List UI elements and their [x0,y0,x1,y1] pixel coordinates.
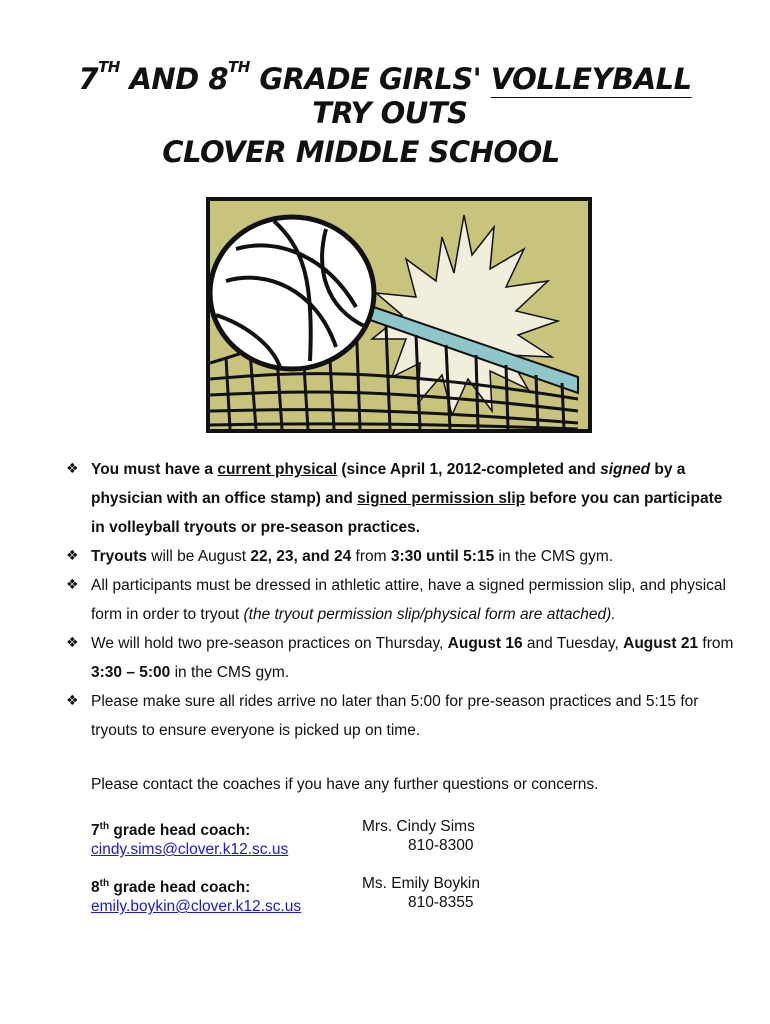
item-text: Please make sure all rides arrive no later than 5:00 for pre-season practices and 5:15 for tryouts to ensure everyone is picked up on time. [91,693,699,739]
school-name: CLOVER MIDDLE SCHOOL [162,135,560,169]
coach-7th-grade [91,817,591,859]
page-title [0,58,770,130]
diamond-bullet-icon: ❖ [66,577,79,593]
info-list [66,455,736,745]
list-item [66,687,736,745]
item-text: You must have a current physical (since April 1, 2012-completed and signed by a physician with an office stamp) and signed permission slip before you can participate in volleyball tryouts or pre-season practices. [91,461,723,536]
coach-8th-grade [91,874,591,916]
diamond-bullet-icon: ❖ [66,635,79,651]
diamond-bullet-icon: ❖ [66,461,79,477]
title-tryouts: TRY OUTS [302,96,468,130]
list-item [66,455,736,542]
coach-name: Mrs. Cindy Sims [362,818,475,835]
coach-phone: 810-8355 [408,894,474,911]
item-text: We will hold two pre-season practices on Thursday, August 16 and Tuesday, August 21 from 3:30 – 5:00 in the CMS gym. [91,635,734,681]
coach-email-link[interactable]: cindy.sims@clover.k12.sc.us [91,841,289,859]
item-text: Tryouts will be August 22, 23, and 24 from 3:30 until 5:15 in the CMS gym. [91,548,614,565]
coach-role: 8th grade head coach: [91,878,251,897]
diamond-bullet-icon: ❖ [66,548,79,564]
coach-email-link[interactable]: emily.boykin@clover.k12.sc.us [91,898,302,916]
contact-text: Please contact the coaches if you have any further questions or concerns. [91,776,599,793]
coach-role: 7th grade head coach: [91,821,251,840]
coach-phone: 810-8300 [408,837,474,854]
list-item [66,629,736,687]
title-sup: TH [98,58,120,76]
title-grade-8: 8 [208,62,229,96]
volleyball-net-clipart [206,197,592,433]
title-girls: GRADE GIRLS' [249,62,491,96]
title-volleyball: VOLLEYBALL [490,62,692,96]
coach-name: Ms. Emily Boykin [362,875,480,892]
title-grade-7: 7 [78,62,99,96]
list-item [66,571,736,629]
title-and: AND [119,62,209,96]
diamond-bullet-icon: ❖ [66,693,79,709]
volleyball-icon [210,217,374,369]
title-sup: TH [228,58,250,76]
list-item [66,542,736,571]
item-text: All participants must be dressed in athletic attire, have a signed permission slip, and physical form in order to tryout (the tryout permission slip/physical form are attached). [91,577,726,623]
